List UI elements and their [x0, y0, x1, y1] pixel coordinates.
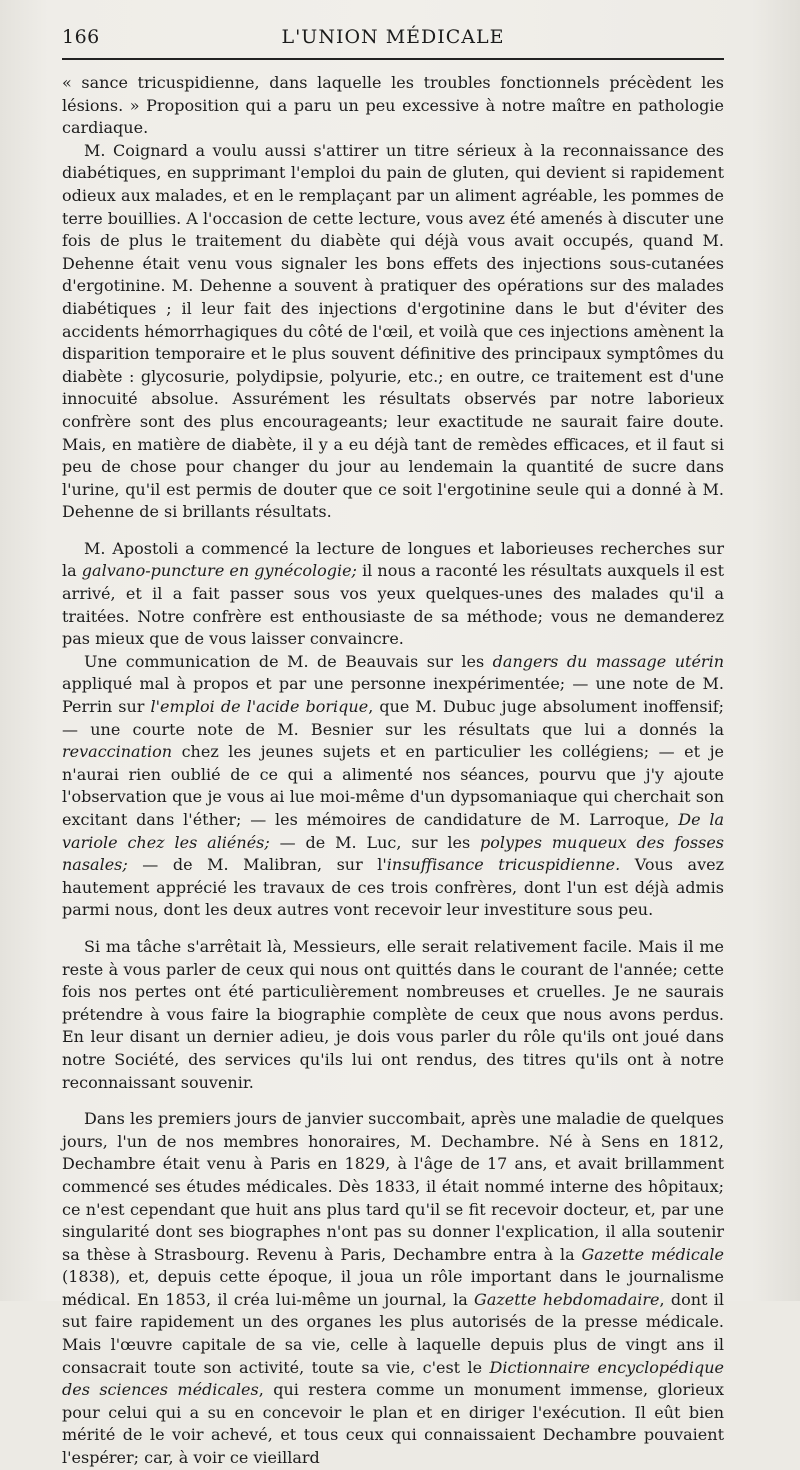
paragraph-2: M. Coignard a voulu aussi s'attirer un titre sérieux à la reconnaissance des diabétiques, en supprimant l'emploi du pain de gluten, qui devient si rapidement odieux aux malades, et en le remplaçant par un aliment agréable, les pommes de terre bouillies. A l'occasion de cette lecture, vous avez été amenés à discuter une fois de plus le traitement du diabète qui déjà vous avait occupés, quand M. Dehenne était venu vous signaler les bons effets des injections sous-cutanées d'ergotinine. M. Dehenne a souvent à pratiquer des opérations sur des malades diabétiques ; il leur fait des injections d'ergotinine dans le but d'éviter des accidents hémorrhagiques du côté de l'œil, et voilà que ces injections amènent la disparition temporaire et le plus souvent définitive des principaux symptômes du diabète : glycosurie, polydipsie, polyurie, etc.; en outre, ce traitement est d'une innocuité absolue. Assurément les résultats observés par notre laborieux confrère sont des plus encourageants; leur exactitude ne saurait faire doute. Mais, en matière de diabète, il y a eu déjà tant de remèdes efficaces, et il faut si peu de chose pour changer du jour au lendemain la quantité de sucre dans l'urine, qu'il est permis de douter que ce soit l'ergotinine seule qui a donné à M. Dehenne de si brillants résultats. — [62, 140, 724, 522]
paragraph-4-emphasis: dangers du massage utérin — [492, 651, 725, 671]
paragraph-4-emphasis: insuffisance tricuspidienne. — [386, 855, 621, 875]
running-title: L'UNION MÉDICALE — [281, 26, 505, 48]
paragraph-6 — [62, 1108, 724, 1470]
page-number: 166 — [62, 26, 100, 48]
paragraph-4-emphasis: revaccination — [62, 742, 173, 762]
running-header — [62, 22, 724, 56]
paragraph-6-text: , dont il sut faire rapidement un des organes les plus autorisés de la presse médicale. Mais l'œuvre capitale de sa vie, celle à laquelle depuis plus de vingt ans il consacrait toute son activité, toute sa vie, c'est le — [62, 1289, 724, 1377]
paragraph-3-emphasis: galvano-puncture en gynécologie; — [81, 561, 357, 581]
paragraph-3-text: il nous a raconté les résultats auxquels il est arrivé, et il a fait passer sous vos yeux quelques-unes des malades qu'il a traitées. Notre confrère est enthousiaste de sa méthode; vous ne demanderez pas mieux que de vous laisser convaincre. — [62, 561, 725, 649]
body-text — [62, 72, 724, 1470]
paragraph-6-text: Dans les premiers jours de janvier succombait, après une maladie de quelques jours, l'un de nos membres honoraires, M. Dechambre. Né à Sens en 1812, Dechambre était venu à Paris en 1829, à l'âge de 17 ans, et avait brillamment commencé ses études médicales. Dès 1833, il était nommé interne des hôpitaux; ce n'est cependant que huit ans plus tard qu'il se fit recevoir docteur, et, par une singularité dont ses biographes n'ont pas su donner l'explication, il alla soutenir sa thèse à Strasbourg. Revenu à Paris, Dechambre entra à la — [62, 1109, 724, 1264]
paragraph-5: Si ma tâche s'arrêtait là, Messieurs, elle serait relativement facile. Mais il me reste à vous parler de ceux qui nous ont quittés dans le courant de l'année; cette fois nos pertes ont été particulièrement nombreuses et cruelles. Je ne saurais prétendre à vous faire la biographie complète de ceux que nous avons perdus. En leur disant un dernier adieu, je dois vous parler du rôle qu'ils ont joué dans notre Société, des services qu'ils lui ont rendus, des titres qu'ils ont à notre reconnaissant souvenir. — [62, 936, 724, 1092]
paragraph-4-text: , que M. Dubuc juge absolument inoffensif; — une courte note de M. Besnier sur les résultats que lui a donnés la — [62, 697, 725, 739]
paragraph-3-text: M. Apostoli a commencé la lecture de longues et laborieuses recherches sur la — [62, 538, 724, 581]
paragraph-6-text: , qui restera comme un monument immense, glorieux pour celui qui a su en concevoir le plan et en diriger l'exécution. Il eût bien mérité de le voir achevé, et tous ceux qui connaissaient Dechambre pouvaient l'espérer; car, à voir ce vieillard — [62, 1380, 725, 1468]
paragraph-6-emphasis: Gazette hebdomadaire — [474, 1289, 660, 1309]
paragraph-4-text: — de M. Luc, sur les — [269, 832, 481, 852]
paragraph-4 — [62, 651, 724, 922]
header-rule — [62, 58, 724, 60]
paragraph-6-emphasis: Gazette médicale — [581, 1244, 724, 1264]
paragraph-4-emphasis: l'emploi de l'acide borique — [150, 697, 369, 717]
paragraph-4-emphasis: De la variole chez les aliénés; — [62, 810, 724, 852]
paragraph-4-text: chez les jeunes sujets et en particulier les collégiens; — et je n'aurai rien oublié de ce qui a alimenté nos séances, pourvu que j'y ajoute l'observation que je vous ai lue moi-même d'un dypsomaniaque qui cherchait son excitant dans l'éther; — les mémoires de candidature de M. Larroque, — [62, 742, 724, 829]
paragraph-6-text: (1838), et, depuis cette époque, il joua un rôle important dans le journalisme médical. En 1853, il créa lui-même un journal, la — [62, 1267, 724, 1309]
paragraph-4-text: — de M. Malibran, sur l' — [127, 855, 387, 875]
paragraph-4-text: appliqué mal à propos et par une personne inexpérimentée; — une note de M. Perrin sur — [62, 674, 724, 717]
paragraph-4-text: Une communication de M. de Beauvais sur les — [84, 651, 493, 671]
paragraph-4-emphasis: polypes muqueux des fosses nasales; — [62, 832, 725, 875]
paragraph-3 — [62, 538, 724, 651]
paragraph-4-text: Vous avez hautement apprécié les travaux de ces trois confrères, dont l'un est déjà admis parmi nous, dont les deux autres vont recevoir leur investiture sous peu. — [62, 855, 725, 920]
paragraph-1: « sance tricuspidienne, dans laquelle les troubles fonctionnels précèdent les lésions. » Proposition qui a paru un peu excessive à notre maître en pathologie cardiaque. — [62, 73, 724, 138]
paragraph-6-emphasis: Dictionnaire encyclopédique des sciences médicales — [62, 1357, 725, 1400]
